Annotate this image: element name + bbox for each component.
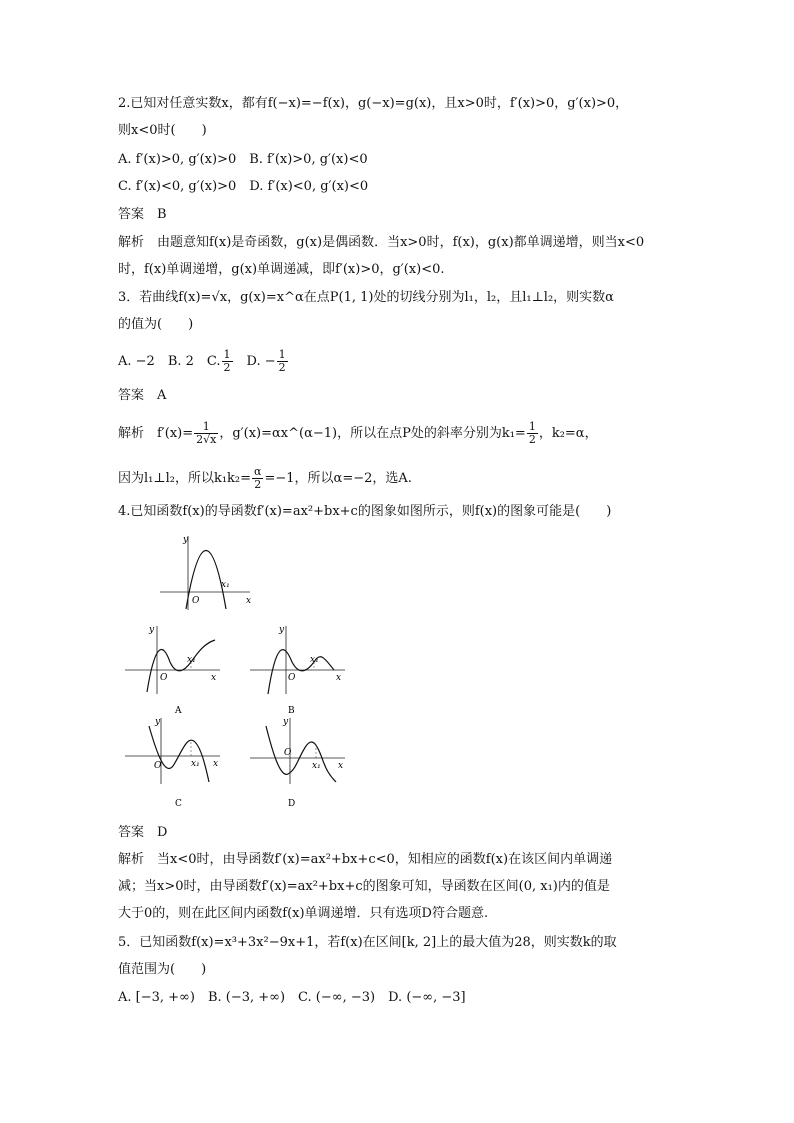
x1-label: x₁ [221, 580, 230, 590]
caption-c: C [175, 799, 182, 809]
q2-answer: 答案 B [118, 207, 167, 222]
origin-label: O [192, 596, 200, 606]
q3-analysis-text-a: 解析 f′(x)= [118, 426, 194, 441]
y-axis-label: y [279, 625, 285, 635]
q3-k1-fraction: $\frac{1}{2}$ [528, 420, 536, 446]
q4-answer: 答案 D [118, 825, 168, 840]
x1-label: x₁ [312, 761, 321, 771]
q3-analysis2-text-a: 因为l₁⊥l₂，所以k₁k₂= [118, 471, 252, 486]
q3-options [118, 349, 289, 374]
graph-a-svg [125, 622, 225, 717]
q3-alpha-fraction: $\frac{\alpha}{2}$ [254, 465, 262, 491]
q3-derivative-fraction: $\frac{1}{2√x}$ [196, 420, 217, 446]
derivative-graph-svg [160, 532, 255, 612]
q3-option-d-fraction: $\frac{1}{2}$ [278, 348, 286, 374]
x-axis-label: x [213, 759, 219, 769]
x1-label: x₁ [310, 655, 319, 665]
q4-graph-b [250, 622, 350, 717]
q3-answer: 答案 A [118, 388, 167, 403]
caption-d: D [288, 799, 296, 809]
q3-analysis-text-c: ，k₂=α， [538, 426, 598, 441]
q3-stem-line2: 的值为( ) [118, 317, 194, 332]
q2-stem-line2: 则x<0时( ) [118, 123, 207, 138]
curve-d [266, 726, 336, 782]
q2-stem-line1: 2.已知对任意实数x，都有f(−x)=−f(x)，g(−x)=g(x)，且x>0时，f′(x)>0，g′(x)>0， [118, 96, 629, 111]
q3-options-ab: A. −2 B. 2 C. [118, 354, 221, 369]
q2-analysis-line1: 解析 由题意知f(x)是奇函数，g(x)是偶函数．当x>0时，f(x)，g(x)都单调递增，则当x<0 [118, 235, 645, 250]
q3-option-d: D. − [233, 354, 276, 369]
x-axis-label: x [211, 673, 217, 683]
graph-c-svg [125, 714, 225, 809]
q3-analysis-line2 [118, 466, 412, 491]
q4-graph-c [125, 714, 225, 809]
y-axis-label: y [183, 535, 189, 545]
caption-b: B [288, 706, 295, 716]
q5-stem-line2: 值范围为( ) [118, 962, 207, 977]
caption-a: A [175, 706, 182, 716]
origin-label: O [288, 673, 296, 683]
q3-option-c-fraction: $\frac{1}{2}$ [223, 348, 231, 374]
x1-label: x₁ [187, 655, 196, 665]
y-axis-label: y [155, 717, 161, 727]
q5-options: A. [−3, +∞) B. (−3, +∞) C. (−∞, −3) D. (−∞, −3] [118, 990, 466, 1005]
q3-analysis2-text-b: =−1，所以α=−2，选A. [264, 471, 412, 486]
x1-label: x₁ [191, 759, 200, 769]
q4-graph-a [125, 622, 225, 717]
q3-stem-line1: 3．若曲线f(x)=√x，g(x)=x^α在点P(1, 1)处的切线分别为l₁，l₂，且l₁⊥l₂，则实数α [118, 290, 614, 305]
origin-label: O [154, 761, 162, 771]
origin-label: O [284, 748, 292, 758]
q4-analysis-line1: 解析 当x<0时，由导函数f′(x)=ax²+bx+c<0，知相应的函数f(x)在该区间内单调递 [118, 852, 613, 867]
q3-analysis-line1 [118, 421, 598, 446]
y-axis-label: y [149, 625, 155, 635]
q2-analysis-line2: 时，f(x)单调递增，g(x)单调递减，即f′(x)>0，g′(x)<0. [118, 262, 445, 277]
curve-c [149, 726, 209, 782]
q4-analysis-line2: 减；当x>0时，由导函数f′(x)=ax²+bx+c的图象可知，导函数在区间(0, x₁)内的值是 [118, 879, 610, 894]
q2-options-ab: A. f′(x)>0, g′(x)>0 B. f′(x)>0, g′(x)<0 [118, 152, 368, 167]
x-axis-label: x [336, 673, 342, 683]
q4-derivative-graph [160, 532, 255, 612]
q5-stem-line1: 5．已知函数f(x)=x³+3x²−9x+1，若f(x)在区间[k, 2]上的最大值为28，则实数k的取 [118, 935, 617, 950]
graph-b-svg [250, 622, 350, 717]
origin-label: O [160, 673, 168, 683]
y-axis-label: y [283, 717, 289, 727]
q4-graph-d [250, 714, 350, 809]
graph-d-svg [250, 714, 350, 809]
curve-b [268, 650, 334, 694]
x-axis-label: x [246, 596, 252, 606]
q2-options-cd: C. f′(x)<0, g′(x)>0 D. f′(x)<0, g′(x)<0 [118, 179, 369, 194]
q4-stem: 4.已知函数f(x)的导函数f′(x)=ax²+bx+c的图象如图所示，则f(x)的图象可能是( ) [118, 504, 612, 519]
x-axis-label: x [338, 761, 344, 771]
q4-analysis-line3: 大于0的，则在此区间内函数f(x)单调递增．只有选项D符合题意. [118, 906, 489, 921]
q3-analysis-text-b: ，g′(x)=αx^(α−1)，所以在点P处的斜率分别为k₁= [219, 426, 526, 441]
